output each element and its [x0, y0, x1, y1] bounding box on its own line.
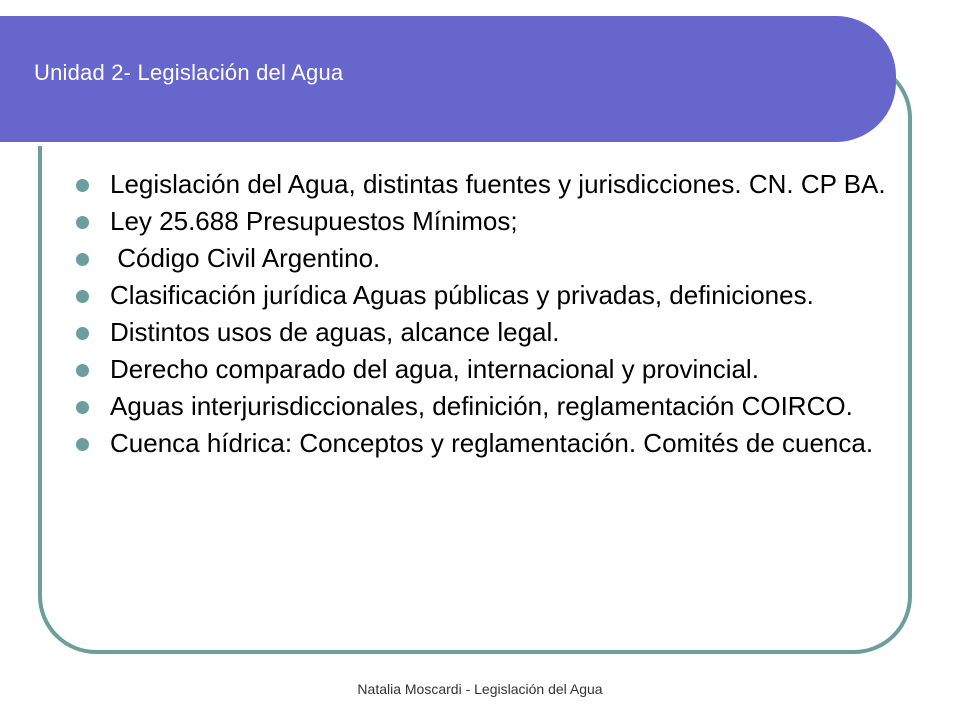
bullet-text: Legislación del Agua, distintas fuentes y jurisdicciones. CN. CP BA.: [110, 169, 886, 199]
bullet-item: [76, 281, 896, 310]
bullet-text: Cuenca hídrica: Conceptos y reglamentación. Comités de cuenca.: [110, 428, 874, 458]
bullet-item: [76, 318, 896, 347]
bullet-dot-icon: [76, 179, 89, 192]
bullet-dot-icon: [76, 327, 89, 340]
bullet-text: Código Civil Argentino.: [110, 243, 381, 273]
bullet-item: [76, 170, 896, 199]
bullet-text: Clasificación jurídica Aguas públicas y privadas, definiciones.: [110, 280, 814, 310]
bullet-item: [76, 244, 896, 273]
bullet-dot-icon: [76, 401, 89, 414]
bullet-dot-icon: [76, 253, 89, 266]
bullet-text: Ley 25.688 Presupuestos Mínimos;: [110, 206, 518, 236]
bullet-dot-icon: [76, 364, 89, 377]
bullet-item: [76, 207, 896, 236]
slide-footer: Natalia Moscardi - Legislación del Agua: [357, 681, 603, 697]
bullet-item: [76, 429, 896, 458]
bullet-text: Aguas interjurisdiccionales, definición, reglamentación COIRCO.: [110, 391, 853, 421]
bullet-text: Derecho comparado del agua, internacional y provincial.: [110, 354, 759, 384]
slide-title: Unidad 2- Legislación del Agua: [34, 60, 344, 85]
bullet-dot-icon: [76, 216, 89, 229]
bullet-item: [76, 392, 896, 421]
title-underline: [0, 142, 848, 146]
bullet-list: [76, 170, 896, 466]
bullet-dot-icon: [76, 438, 89, 451]
bullet-text: Distintos usos de aguas, alcance legal.: [110, 317, 560, 347]
bullet-dot-icon: [76, 290, 89, 303]
bullet-item: [76, 355, 896, 384]
